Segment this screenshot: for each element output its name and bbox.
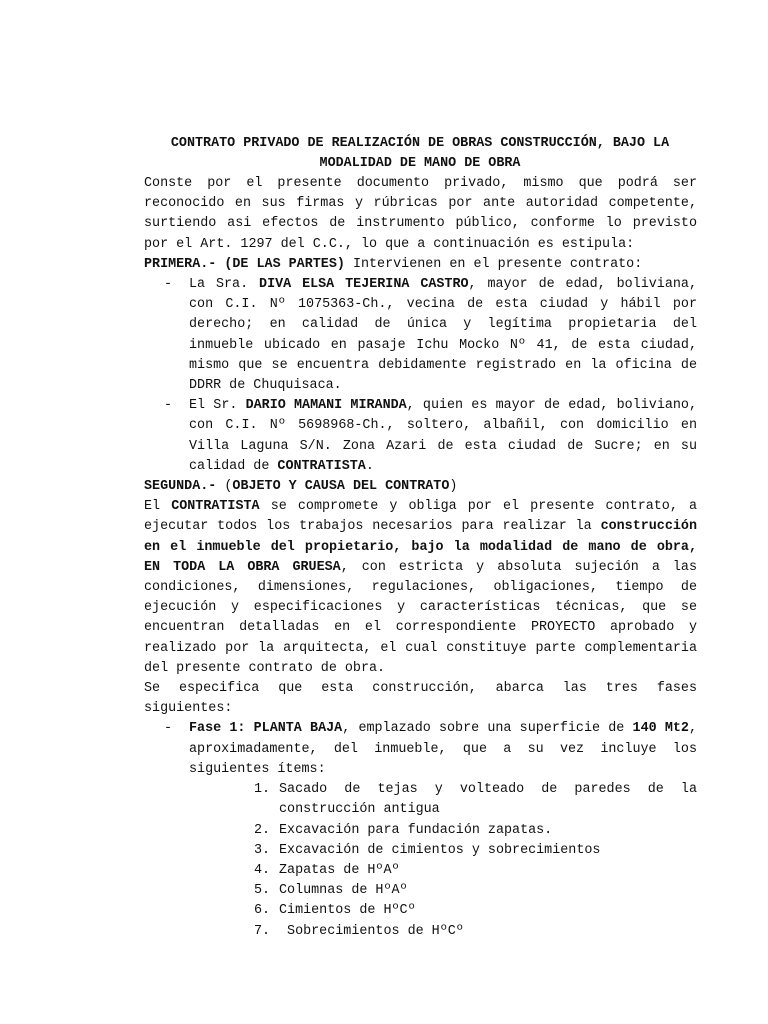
phase-1-text-b: , emplazado sobre una superficie de — [342, 721, 633, 737]
list-item-text: Cimientos de HºCº — [279, 903, 416, 919]
list-item — [144, 821, 697, 841]
list-item — [144, 881, 697, 901]
phase-1-text-d: , aproximadamente, del inmueble, que a su vez incluye los siguientes ítems: — [189, 721, 697, 777]
party-owner-text-a: La Sra. — [189, 277, 260, 293]
party-owner-text-c: , mayor de edad, boliviana, con C.I. Nº 1075363-Ch., vecina de esta ciudad y hábil por derecho; en calidad de única y legítima propietaria del inmueble ubicado en pasaje Ichu Mocko Nº 41, de esta ciudad, mismo que se encuentra debidamente registrado en la oficina de DDRR de Chuquisaca. — [189, 277, 697, 394]
phase-1-area: 140 Mt2 — [632, 721, 689, 737]
list-item-text: Zapatas de HºAº — [279, 862, 400, 878]
phases-intro: Se especifica que esta construcción, abarca las tres fases siguientes: — [144, 681, 697, 717]
clause-segunda-label: SEGUNDA.- — [144, 479, 217, 495]
clause-primera-text: Intervienen en el presente contrato: — [344, 256, 643, 272]
list-item — [144, 780, 697, 820]
list-item — [144, 841, 697, 861]
title-line-2: MODALIDAD DE MANO DE OBRA — [319, 156, 521, 172]
clause-segunda-title: OBJETO Y CAUSA DEL CONTRATO — [232, 479, 450, 495]
parties-list — [144, 275, 697, 477]
party-owner-name: DIVA ELSA TEJERINA CASTRO — [259, 277, 469, 293]
list-item-number: 7. — [254, 923, 271, 939]
list-item-text: Sacado de tejas y volteado de paredes de la construcción antigua — [279, 782, 697, 818]
list-item-text: Columnas de HºAº — [279, 883, 408, 899]
phases-list — [144, 719, 697, 780]
title-line-1: CONTRATO PRIVADO DE REALIZACIÓN DE OBRAS CONSTRUCCIÓN, BAJO LA — [170, 136, 670, 151]
bullet-dash: - — [164, 277, 173, 293]
party-owner — [144, 275, 697, 396]
clause-primera-heading: PRIMERA.- (DE LAS PARTES) — [144, 256, 345, 272]
list-item-number: 5. — [254, 883, 271, 899]
intro-paragraph: Conste por el presente documento privado, mismo que podrá ser reconocido en sus firmas y rúbricas por ante autoridad competente, surtiendo asi efectos de instrumento público, conforme lo previsto por el Art. 1297 del C.C., lo que a continuación es estipula: — [144, 176, 697, 252]
party-contractor-text-c: , quien es mayor de edad, boliviano, con C.I. Nº 5698968-Ch., soltero, albañil, con domicilio en Villa Laguna S/N. Zona Azari de esta ciudad de Sucre; en su calidad de — [189, 398, 697, 474]
segunda-text-c: se compromete y obliga por el presente contrato, a ejecutar todos los trabajos necesarios para realizar la — [144, 499, 698, 535]
party-contractor-name: DARIO MAMANI MIRANDA — [245, 398, 407, 414]
phase-1 — [144, 719, 697, 780]
document-body — [144, 174, 697, 942]
party-contractor-text-e: . — [365, 458, 374, 474]
party-contractor-text-a: El Sr. — [189, 398, 246, 414]
list-item-text: Excavación para fundación zapatas. — [279, 822, 553, 838]
clause-primera — [144, 255, 697, 275]
list-item-text: Excavación de cimientos y sobrecimientos — [279, 842, 601, 858]
party-contractor-role: CONTRATISTA — [277, 458, 366, 474]
list-item — [144, 922, 697, 942]
list-item — [144, 861, 697, 881]
list-item-text: Sobrecimientos de HºCº — [279, 923, 464, 939]
list-item-number: 4. — [254, 862, 271, 878]
list-item-number: 3. — [254, 842, 271, 858]
clause-segunda-paren-open: ( — [216, 479, 233, 495]
clause-segunda-paragraph — [144, 497, 697, 679]
segunda-contractor: CONTRATISTA — [171, 499, 260, 515]
document-title — [144, 134, 696, 174]
bullet-dash: - — [164, 721, 173, 737]
list-item-number: 2. — [254, 822, 271, 838]
list-item-number: 1. — [254, 782, 271, 798]
clause-segunda-heading — [144, 477, 697, 497]
segunda-text-e: , con estricta y absoluta sujeción a las condiciones, dimensiones, regulaciones, obligaciones, tiempo de ejecución y especificaciones y características técnicas, que se encuentran detalladas en el correspondiente PROYECTO aprobado y realizado por la arquitecta, el cual constituye parte complementaria del presente contrato de obra. — [144, 559, 697, 676]
clause-segunda-paren-close: ) — [449, 479, 458, 495]
party-contractor — [144, 396, 697, 477]
segunda-text-a: El — [144, 499, 172, 515]
phase-1-title: Fase 1: PLANTA BAJA — [189, 721, 343, 737]
list-item-number: 6. — [254, 903, 271, 919]
list-item — [144, 901, 697, 921]
segunda-scope: construcción en el inmueble del propietario, bajo la modalidad de mano de obra, EN TODA LA OBRA GRUESA — [144, 519, 697, 575]
phase-1-items — [144, 780, 697, 942]
bullet-dash: - — [164, 398, 173, 414]
